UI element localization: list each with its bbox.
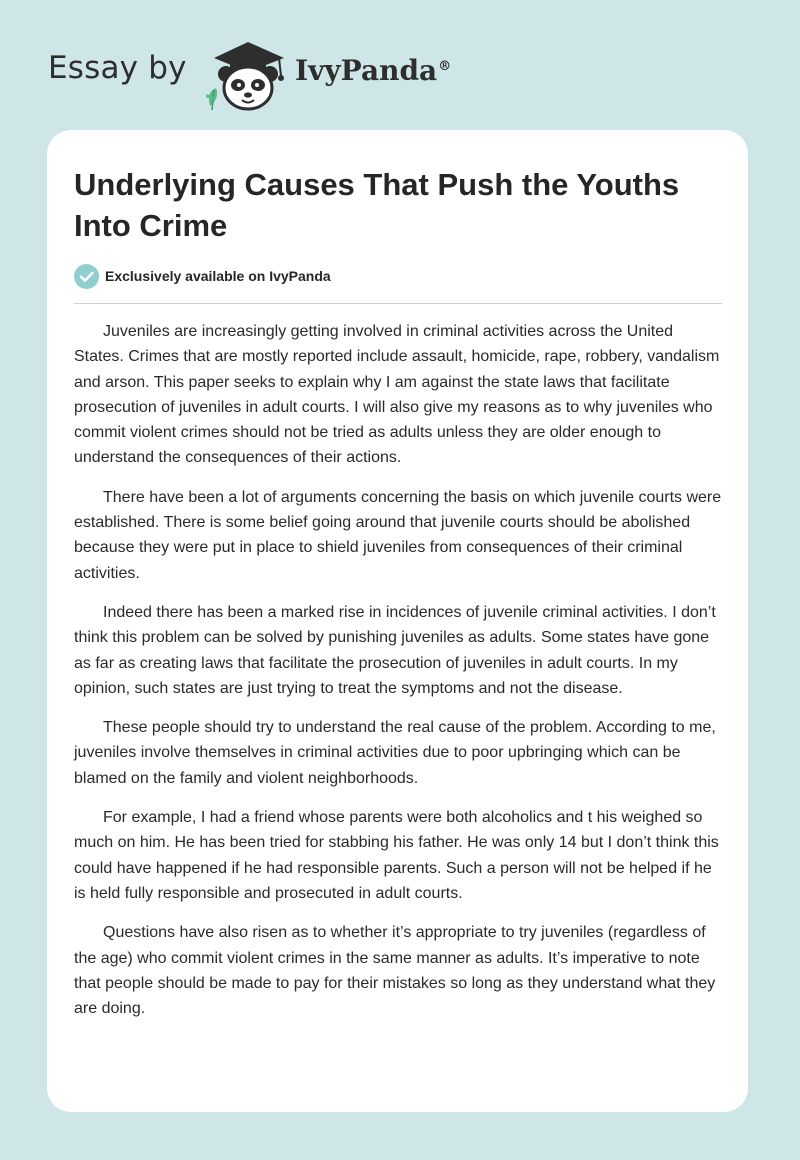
check-icon <box>74 264 99 289</box>
registered-mark: ® <box>438 58 452 74</box>
site-header <box>48 36 508 116</box>
panda-graduate-icon[interactable] <box>202 36 294 112</box>
exclusive-badge <box>74 263 331 289</box>
paragraph: Juveniles are increasingly getting involved in criminal activities across the United States. Crimes that are mostly reported include assault, homicide, rape, robbery, vandalism and arson. This paper seeks to explain why I am against the state laws that facilitate prosecution of juveniles in adult courts. I will also give my reasons as to why juveniles who commit violent crimes should not be tried as adults unless they are older enough to understand the consequences of their actions. <box>74 323 720 467</box>
brand-name[interactable]: IvyPanda® <box>295 54 452 87</box>
essay-card <box>47 130 748 1112</box>
paragraph: Indeed there has been a marked rise in incidences of juvenile criminal activities. I don’t think this problem can be solved by punishing juveniles as adults. Some states have gone as far as creating laws that facilitate the prosecution of juveniles in adult courts. In my opinion, such states are just trying to treat the symptoms and not the disease. <box>74 603 716 697</box>
essay-body <box>74 319 726 1035</box>
page-title: Underlying Causes That Push the Youths Into Crime <box>74 167 680 243</box>
essay-by-label: Essay by <box>48 50 187 86</box>
paragraph: For example, I had a friend whose parents were both alcoholics and t his weighed so much on him. He has been tried for stabbing his father. He was only 14 but I don’t think this could have happened if he had responsible parents. Such a person will not be helped if he is held fully responsible and prosecuted in adult courts. <box>74 809 719 902</box>
exclusive-badge-label: Exclusively available on IvyPanda <box>105 268 331 284</box>
paragraph: Questions have also risen as to whether it’s appropriate to try juveniles (regardless of the age) who commit violent crimes in the same manner as adults. It’s imperative to note that people should be made to pay for their mistakes so long as they understand what they are doing. <box>74 924 716 1018</box>
divider <box>74 303 722 304</box>
paragraph: There have been a lot of arguments concerning the basis on which juvenile courts were established. There is some belief going around that juvenile courts should be abolished because they were put in place to shield juveniles from consequences of their criminal activities. <box>74 488 722 582</box>
paragraph: These people should try to understand the real cause of the problem. According to me, juveniles involve themselves in criminal activities due to poor upbringing which can be blamed on the family and violent neighborhoods. <box>74 719 716 787</box>
